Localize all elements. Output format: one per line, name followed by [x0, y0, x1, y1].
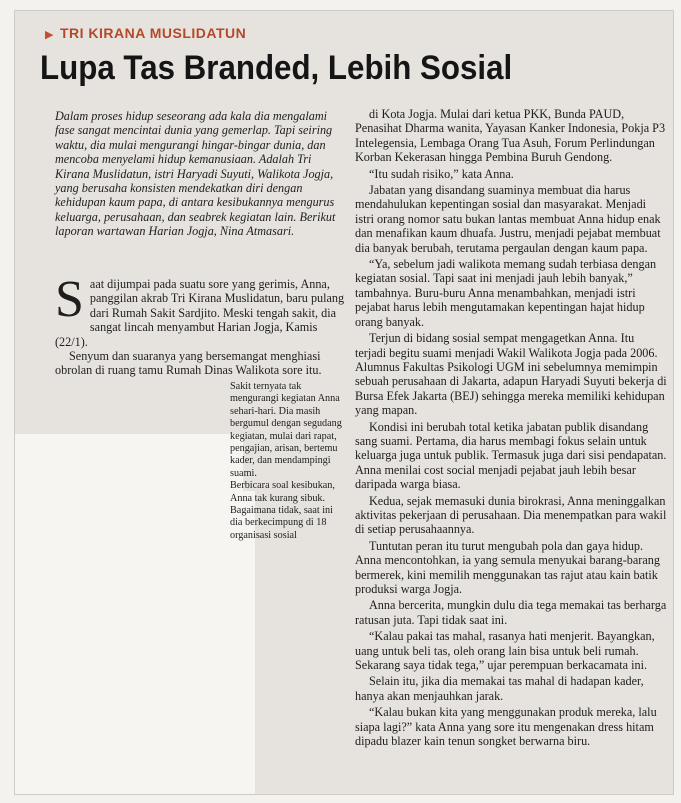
narrow-paragraph-1: Sakit ternyata tak mengurangi kegiatan Anna sehari-hari. Dia masih bergumul dengan segudang kegiatan, mulai dari rapat, pengajian, arisan, bertemu kader, dan mendampingi suami.: [230, 381, 342, 479]
right-paragraph: Kondisi ini berubah total ketika jabatan publik disandang sang suami. Pertama, dia harus membagi fokus selain untuk keluarga juga untuk publik. Termasuk juga dari sisi pendapatan. Anna menilai cost social menjadi pejabat jauh lebih besar daripada warga biasa.: [355, 419, 667, 492]
right-paragraph: Anna bercerita, mungkin dulu dia tega memakai tas berharga ratusan juta. Tapi tidak saat ini.: [355, 598, 667, 627]
right-paragraph: Terjun di bidang sosial sempat mengagetkan Anna. Itu terjadi begitu suami menjadi Wakil Walikota Jogja pada 2006. Alumnus Fakultas Psikologi UGM ini sebelumnya memimpin sebuah perusahaan di Jakarta, adapun Haryadi Suyuti bekerja di Bursa Efek Jakarta (BEJ) sehingga mereka memiliki kehidupan yang mapan.: [355, 331, 667, 418]
left-paragraph-1: aat dijumpai pada suatu sore yang gerimis, Anna, panggilan akrab Tri Kirana Muslidatun, baru pulang dari Rumah Sakit Sardjito. Meski tengah sakit, dia sangat lincah menyambut Harian Jogja, Kamis (22/1).: [55, 277, 345, 349]
lead-paragraph: Dalam proses hidup seseorang ada kala dia mengalami fase sangat mencintai dunia yang gemerlap. Tapi seiring waktu, dia mulai mengurangi hingar-bingar dunia, dan mencoba menyelami hidup kemanusiaan. Adalah Tri Kirana Muslidatun, istri Haryadi Suyuti, Walikota Jogja, yang berusaha konsisten mendekatkan diri dengan kehidupan kaum papa, di antara kesibukannya mengurus keluarga, perusahaan, dan seabrek kegiatan lain. Berikut laporan wartawan Harian Jogja, Nina Atmasari.: [55, 109, 336, 239]
right-paragraph: Selain itu, jika dia memakai tas mahal di hadapan kader, hanya akan menjauhkan jarak.: [355, 674, 644, 703]
right-paragraph: “Ya, sebelum jadi walikota memang sudah terbiasa dengan kegiatan sosial. Tapi saat ini menjadi jauh lebih banyak,” tambahnya. Buru-buru Anna menambahkan, menjadi istri pejabat harus lebih mengutamakan kepentingan hajat hidup orang banyak.: [355, 257, 657, 329]
right-column: [355, 107, 667, 750]
newspaper-clipping: [14, 10, 674, 795]
rubric-text: TRI KIRANA MUSLIDATUN: [59, 25, 247, 41]
article-rubric: [45, 25, 246, 41]
left-column: [55, 271, 345, 378]
article-lead: [55, 109, 345, 239]
left-paragraph-2: Senyum dan suaranya yang bersemangat menghiasi obrolan di ruang tamu Rumah Dinas Walikota sore itu.: [55, 349, 322, 378]
narrow-column: [230, 381, 345, 542]
right-paragraph: Tuntutan peran itu turut mengubah pola dan gaya hidup. Anna mencontohkan, ia yang semula menyukai barang-barang bermerek, kini memilih menggunakan tas rajut atau kain batik produksi warga Jogja.: [355, 538, 660, 596]
article-headline: Lupa Tas Branded, Lebih Sosial: [40, 49, 513, 87]
right-paragraph: “Itu sudah risiko,” kata Anna.: [369, 166, 514, 181]
right-paragraph: Kedua, sejak memasuki dunia birokrasi, Anna meninggalkan aktivitas pekerjaan di perusahaan. Dia menempatkan para wakil di setiap perusahaannya.: [355, 493, 667, 537]
drop-cap: S: [55, 271, 84, 328]
right-paragraph: Jabatan yang disandang suaminya membuat dia harus mendahulukan kepentingan sosial dan masyarakat. Menjadi istri orang nomor satu bukan lantas membuat Anna hidup enak dan menafikan kaum dhuafa. Justru, menjadi pejabat membuat dia banyak berubah, terutama pergaulan dengan kaum papa.: [355, 183, 661, 255]
right-paragraph: “Kalau bukan kita yang menggunakan produk mereka, lalu siapa lagi?” kata Anna yang sore itu mengenakan dress hitam dipadu blazer kain tenun songket berwarna biru.: [355, 705, 657, 749]
triangle-bullet-icon: ▶: [45, 29, 54, 41]
right-paragraph: “Kalau pakai tas mahal, rasanya hati menjerit. Bayangkan, uang untuk beli tas, oleh orang lain bisa untuk beli rumah. Sekarang saya tidak tega,” ujar perempuan berkacamata ini.: [355, 629, 655, 673]
narrow-paragraph-2: Berbicara soal kesibukan, Anna tak kurang sibuk. Bagaimana tidak, saat ini dia berkecimpung di 18 organisasi sosial: [230, 480, 335, 541]
right-paragraph: di Kota Jogja. Mulai dari ketua PKK, Bunda PAUD, Penasihat Dharma wanita, Yayasan Kanker Indonesia, Pokja P3 Intelegensia, Lembaga Orang Tua Asuh, Forum Perlindungan Korban Kekerasan hingga Pembina Buruh Gendong.: [355, 107, 666, 165]
